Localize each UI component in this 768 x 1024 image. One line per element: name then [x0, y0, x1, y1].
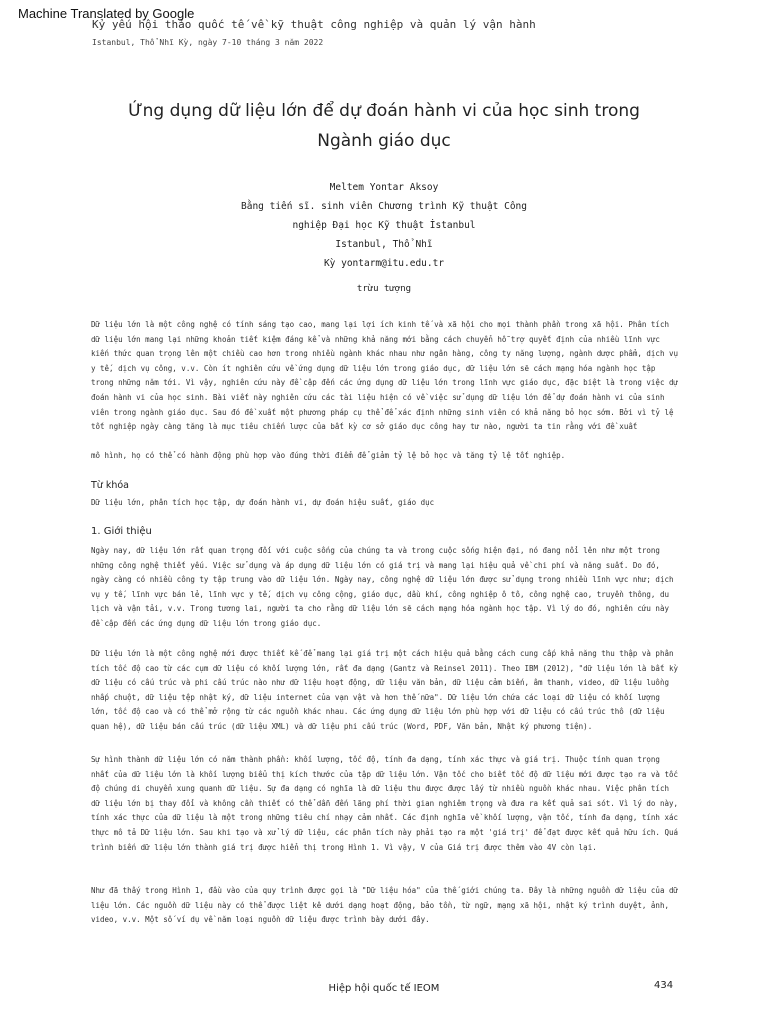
footer-organization: Hiệp hội quốc tế IEOM	[328, 983, 440, 994]
conference-title: Kỷ yếu hội thảo quốc tế về kỹ thuật công nghiệp và quản lý vận hành	[92, 18, 536, 31]
intro-paragraph-2: Dữ liệu lớn là một công nghệ mới được thiết kế để mang lại giá trị một cách hiệu quả bằng cách cung cấp khả năng thu thập và phân tích tốc độ cao từ các cụm dữ liệu có khối lượng lớn, rất đa dạng (Gantz và Reinsel 2011). Theo IBM (2012), "dữ liệu lớn là bất kỳ dữ liệu có cấu trúc và phi cấu trúc nào như dữ liệu hoạt động, dữ liệu văn bản, dữ liệu cảm biến, âm thanh, video, dữ liệu luồng nhấp chuột, dữ liệu tệp nhật ký, dữ liệu internet của vạn vật và hơn thế nữa". Dữ liệu lớn chứa các loại dữ liệu có khối lượng lớn, tốc độ cao và có thể mở rộng từ các nguồn khác nhau. Các ứng dụng dữ liệu lớn phù hợp với dữ liệu có cấu trúc thô (dữ liệu quan hệ), dữ liệu bán cấu trúc (dữ liệu XML) và dữ liệu phi cấu trúc (Word, PDF, Văn bản, Nhật ký phương tiện).	[91, 649, 678, 731]
abstract-heading: trừu tượng	[356, 284, 412, 294]
abstract-paragraph: Dữ liệu lớn là một công nghệ có tính sáng tạo cao, mang lại lợi ích kinh tế và xã hội cho mọi thành phần trong xã hội. Phân tích dữ liệu lớn mang lại những khoản tiết kiệm đáng kể và những khả năng mới bằng cách chuyển hỗ trợ quyết định của nhiều lĩnh vực kiến thức quan trọng lên một chiều cao hơn trong nhiều ngành khác nhau như ngân hàng, công ty năng lượng, ngành dược phẩm, dịch vụ y tế, dịch vụ công, v.v. Còn ít nghiên cứu về ứng dụng dữ liệu lớn trong giáo dục, dữ liệu lớn sẽ cách mạng hóa ngành học tập trong những năm tới. Vì vậy, nghiên cứu này đề cập đến các ứng dụng dữ liệu lớn trong lĩnh vực giáo dục, đặc biệt là trong việc dự đoán hành vi của học sinh. Bài viết này nghiên cứu các tài liệu hiện có về việc sử dụng dữ liệu lớn để dự đoán hành vi của sinh viên trong ngành giáo dục. Sau đó đề xuất một phương pháp cụ thể để xác định những sinh viên có khả năng bỏ học sớm. Bởi vì tỷ lệ tốt nghiệp ngày càng tăng là mục tiêu chiến lược của bất kỳ cơ sở giáo dục công hay tư nào, người ta tin rằng với đề xuất	[91, 320, 678, 432]
author-email: Kỳ yontarm@itu.edu.tr	[323, 258, 445, 269]
page-number: 434	[654, 980, 674, 991]
author-name: Meltem Yontar Aksoy	[329, 182, 439, 193]
machine-translation-banner: Machine Translated by Google	[18, 6, 195, 21]
author-block	[120, 178, 648, 273]
author-affiliation-line-1: Bằng tiến sĩ. sinh viên Chương trình Kỹ thuật Công	[241, 201, 527, 212]
keywords-text: Dữ liệu lớn, phân tích học tập, dự đoán hành vi, dự đoán hiệu suất, giáo dục	[91, 498, 435, 507]
conference-place-date: Istanbul, Thổ Nhĩ Kỳ, ngày 7-10 tháng 3 năm 2022	[92, 38, 324, 47]
author-affiliation-line-2: nghiệp Đại học Kỹ thuật İstanbul	[292, 220, 476, 231]
author-location: Istanbul, Thổ Nhĩ	[335, 239, 433, 250]
paper-title-line-2: Ngành giáo dục	[317, 131, 451, 151]
intro-paragraph-4: Như đã thấy trong Hình 1, đầu vào của quy trình được gọi là "Dữ liệu hóa" của thế giới chúng ta. Đây là những nguồn dữ liệu của dữ liệu lớn. Các nguồn dữ liệu này có thể được liệt kê dưới dạng hoạt động, bảo tồn, từ ngữ, mạng xã hội, nhật ký trình duyệt, ảnh, video, v.v. Một số ví dụ về năm loại nguồn dữ liệu được trình bày dưới đây.	[91, 886, 678, 925]
paper-title	[60, 96, 708, 156]
intro-paragraph-3: Sự hình thành dữ liệu lớn có năm thành phần: khối lượng, tốc độ, tính đa dạng, tính xác thực và giá trị. Thuộc tính quan trọng nhất của dữ liệu lớn là khối lượng biểu thị kích thước của tập dữ liệu lớn. Vận tốc cho biết tốc độ dữ liệu mới được tạo ra và tốc độ chúng di chuyển xung quanh dữ liệu. Sự đa dạng có nghĩa là dữ liệu thu được được lấy từ nhiều nguồn khác nhau. Việc phân tích dữ liệu lớn bị thay đổi và không cần thiết có thể dẫn đến lãng phí thời gian nghiêm trọng và đưa ra kết quả sai sót. Vì lý do này, tính xác thực của dữ liệu là một trong những tiêu chí nhạy cảm nhất. Các định nghĩa về khối lượng, vận tốc, tính đa dạng, tính xác thực mô tả Dữ liệu lớn. Sau khi tạo và xử lý dữ liệu, các phân tích này phải tạo ra một 'giá trị' để đạt được kết quả hữu ích. Quá trình biến dữ liệu lớn thành giá trị được hiển thị trong Hình 1. Vì vậy, V của Giá trị được thêm vào 4V còn lại.	[91, 755, 678, 852]
intro-paragraph-1: Ngày nay, dữ liệu lớn rất quan trọng đối với cuộc sống của chúng ta và trong cuộc sống hiện đại, nó đang nổi lên như một trong những công nghệ thiết yếu. Việc sử dụng và áp dụng dữ liệu lớn có giá trị và mang lại hiệu quả về chi phí và năng suất. Do đó, ngày càng có nhiều công ty tập trung vào dữ liệu lớn. Ngày nay, công nghệ dữ liệu lớn được sử dụng trong nhiều lĩnh vực như; dịch vụ y tế, lĩnh vực bán lẻ, lĩnh vực y tế, dịch vụ công cộng, giáo dục, dầu khí, công nghiệp ô tô, công nghệ cao, truyền thông, du lịch và vận tải, v.v. Trong tương lai, người ta cho rằng dữ liệu lớn sẽ cách mạng hóa ngành học tập. Vì lý do đó, nghiên cứu này đề cập đến các ứng dụng dữ liệu lớn trong giáo dục.	[91, 546, 674, 628]
section-heading-introduction: 1. Giới thiệu	[91, 526, 152, 537]
abstract-paragraph-continued: mô hình, họ có thể có hành động phù hợp vào đúng thời điểm để giảm tỷ lệ bỏ học và tăng tỷ lệ tốt nghiệp.	[91, 451, 566, 460]
paper-title-line-1: Ứng dụng dữ liệu lớn để dự đoán hành vi của học sinh trong	[128, 101, 640, 121]
keywords-heading: Từ khóa	[91, 480, 129, 491]
